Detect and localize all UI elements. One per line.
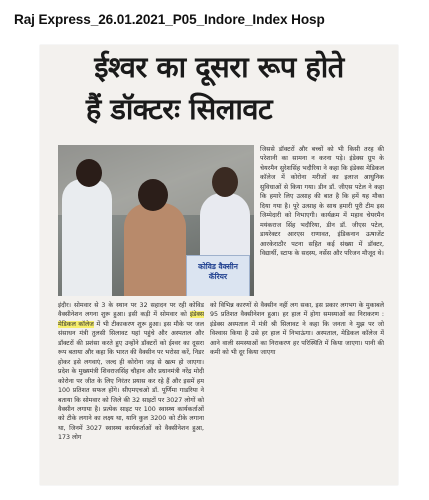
photo-patient-figure [124, 203, 186, 296]
headline-line-2: हैं डॉक्टरः सिलावट [85, 92, 273, 126]
photo-nurse-head [76, 159, 102, 187]
photo-doctor-head [212, 167, 238, 197]
photo-nurse-figure [62, 179, 112, 296]
document-caption: Raj Express_26.01.2021_P05_Indore_Index Hosp [14, 12, 325, 27]
headline-line-1: ईश्वर का दूसरा रूप होते [94, 50, 344, 84]
article-lead-text: इंदौर। सोमवार से 3 के स्थान पर 32 सहादन पर रही कोविड वैक्सीनेशन लगना शुरू हुआ। इसी कड़ी में सोमवार को [58, 302, 204, 319]
article-body-text: में भी टीकाकरण शुरू हुआ। इस मौके पर जल संसाधन मंत्री तुलसी सिलावट यहां पहुंचे और अस्पताल और डॉक्टरों की प्रशंसा करते हुए उन्होंने डॉक्टरों को ईश्वर का दूसरा रूप बताया और कहा कि भारत की वैक्सीन पर भरोसा करें, निडर होकर इसे लगवाएं, जल्द ही कोरोना जड़ से खत्म हो जाएगा। प्रदेश के मुख्यमंत्री शिवराजसिंह चौहान और प्रधानमंत्री नरेंद्र मोदी कोरोना पर जीत के लिए निरंतर प्रयास कर रहे हैं और इसमें हम 100 प्रतिशत सफल होंगे। सीएमएचओ डॉ. पूर्णिमा गाडरिया ने बताया कि सोमवार को जिले की 32 साइटों पर 3027 लोगों को वैक्सीन लगाया है। प्रत्येक साइट पर 100 स्वास्थ्य कार्यकर्ताओं को टीके लगाने का लक्ष्य था, यानि कुल 3200 को टीके लगाना था, जिनमें 3027 स्वास्थ्य कार्यकर्ताओं को वैक्सीनेशन हुआ, 173 लोग [58, 320, 204, 442]
article-column-left [58, 301, 204, 479]
newspaper-clipping [40, 45, 398, 485]
vaccine-carrier-label: कोविड वैक्सीन कॅरियर [198, 262, 238, 281]
article-column-right: जिससे डॉक्टरों और बच्चों को भी किसी तरह की परेशानी का सामना न करना पड़े। इंडेक्स ग्रुप के चेयरमैन सुरेशसिंह भदौरिया ने कहा कि इंडेक्स मेडिकल कॉलेज में कोरोना मरीजों का इलाज आधुनिक सुविधाओं से किया गया। डीन डॉ. जीएस पटेल ने कहा कि हमारे लिए उत्साह की बात है कि हमें यह मौका दिया गया है। पूरे उत्साह के साथ हमारी पूरी टीम इस जिम्मेदारी को निभाएगी। कार्यक्रम में महाव चेयरमैन मयंकराज सिंह भदौरिया, डीन डॉ. जीएस पटेल, डायरेक्टर आरएस राणावत, इंडिकनान ऊषाजेंट आरकेराठौर पटना सहित कई संख्या में डॉक्टर, विद्यार्थी, स्टाफ के सदस्य, नर्सेस और परिजन मौजूद थे। [260, 146, 384, 257]
highlighted-hospital-name: इंडेक्स मेडिकल कॉलेज [58, 311, 204, 328]
photo-patient-head [138, 179, 168, 211]
vaccine-carrier-box [186, 255, 250, 296]
article-column-middle: को विभिन्न कारणों से वैक्सीन नहीं लग सका, इस प्रकार लगभग के मुकाबले 95 प्रतिशत वैक्सीनेशन हुआ। हर हाल में होगा समस्याओं का निराकरण : इंडेक्स अस्पताल में मंत्री श्री सिलावट ने कहा कि जनता ने मुझ पर जो विश्वास किया है उसे हर हाल में निभाऊंगा। अस्पताल, मेडिकल कॉलेज में आने वाली समस्याओं का निराकरण हर परिस्थिति में किया जाएगा। पानी की कमी को भी दूर किया जाएगा [210, 302, 384, 357]
news-photo [58, 145, 254, 296]
